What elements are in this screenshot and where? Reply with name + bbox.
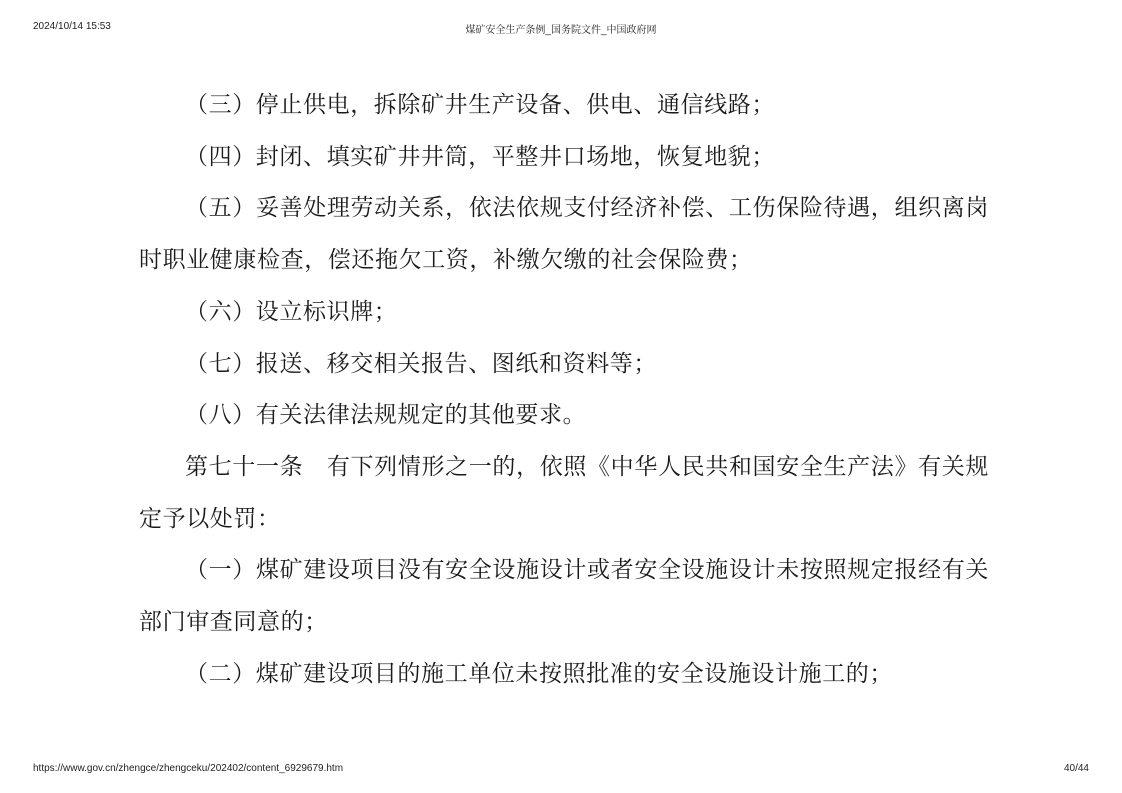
list-item-8: （八）有关法律法规规定的其他要求。 xyxy=(185,402,587,429)
page-header-title: 煤矿安全生产条例_国务院文件_中国政府网 xyxy=(465,25,657,36)
article-71: 第七十一条 有下列情形之一的，依照《中华人民共和国安全生产法》有关规定予以处罚： xyxy=(139,453,989,532)
list-item-4: （四）封闭、填实矿井井筒，平整井口场地，恢复地貌； xyxy=(185,143,775,170)
list-item-7: （七）报送、移交相关报告、图纸和资料等； xyxy=(185,350,657,377)
footer-url: https://www.gov.cn/zhengce/zhengceku/202402/content_6929679.htm xyxy=(33,763,344,774)
article-71-item-1: （一）煤矿建设项目没有安全设施设计或者安全设施设计未按照规定报经有关部门审查同意的； xyxy=(139,557,989,636)
article-71-item-2: （二）煤矿建设项目的施工单位未按照批准的安全设施设计施工的； xyxy=(185,660,893,687)
print-datetime: 2024/10/14 15:53 xyxy=(33,21,111,32)
list-item-3: （三）停止供电，拆除矿井生产设备、供电、通信线路； xyxy=(185,92,775,118)
list-item-5: （五）妥善处理劳动关系，依法依规支付经济补偿、工伤保险待遇，组织离岗时职业健康检查，偿还拖欠工资，补缴欠缴的社会保险费； xyxy=(139,195,989,274)
page-number: 40/44 xyxy=(1063,763,1089,774)
list-item-6: （六）设立标识牌； xyxy=(185,298,398,325)
document-body xyxy=(139,80,989,700)
